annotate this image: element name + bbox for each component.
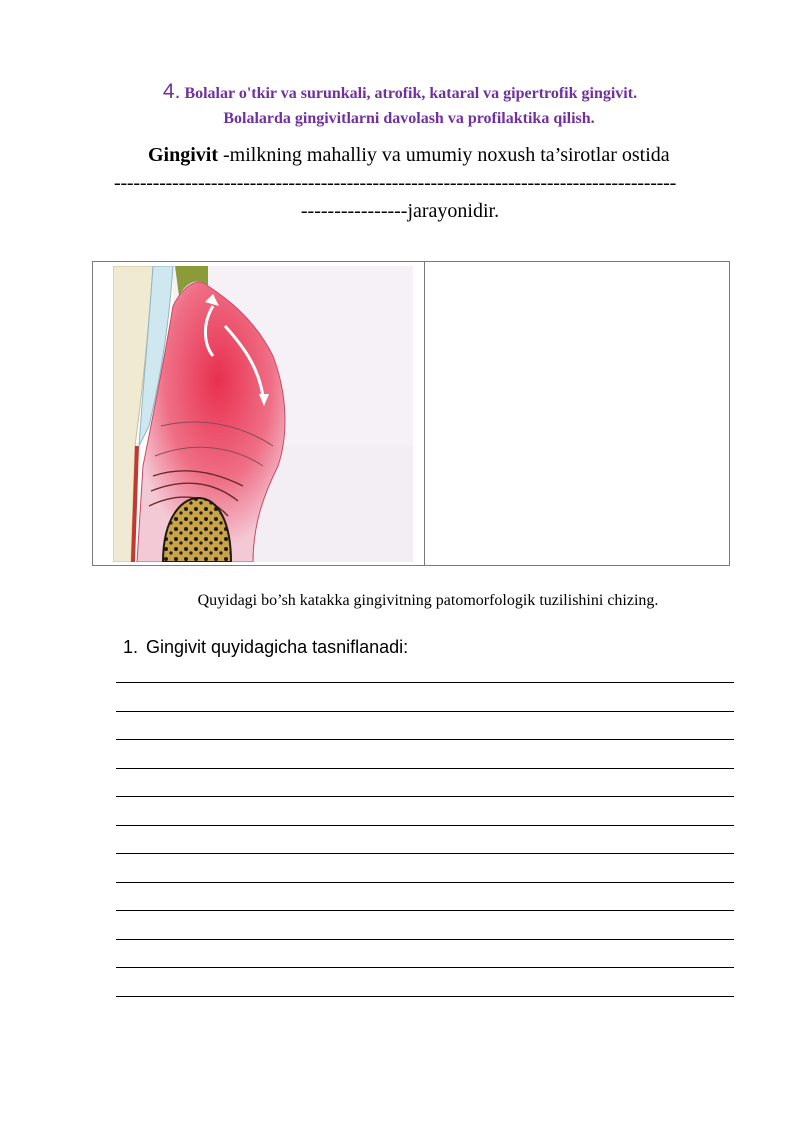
answer-line[interactable] (116, 768, 734, 769)
section-number: 4. (162, 80, 181, 103)
gingivitis-illustration (113, 266, 413, 562)
answer-line[interactable] (116, 967, 734, 968)
drawing-instruction: Quyidagi bo’sh katakka gingivitning patomorfologik tuzilishini chizing. (197, 592, 659, 609)
answer-line[interactable] (116, 825, 734, 826)
answer-line[interactable] (116, 996, 734, 997)
section-title-line-2: Bolalarda gingivitlarni davolash va profilaktika qilish. (223, 110, 595, 127)
list-number: 1. (123, 637, 139, 657)
definition-line (148, 144, 670, 167)
answer-line[interactable] (116, 796, 734, 797)
answer-lines (116, 682, 734, 1024)
answer-line[interactable] (116, 853, 734, 854)
section-heading (0, 80, 800, 104)
fill-in-blank-dashes[interactable]: --------------------------------------------------------------------------------------- (114, 172, 677, 194)
answer-line[interactable] (116, 711, 734, 712)
answer-line[interactable] (116, 910, 734, 911)
answer-line[interactable] (116, 739, 734, 740)
list-title: Gingivit quyidagicha tasniflanadi: (146, 637, 409, 657)
answer-line[interactable] (116, 939, 734, 940)
definition-term: Gingivit (148, 144, 219, 166)
definition-text: -milkning mahalliy va umumiy noxush ta’sirotlar ostida (218, 144, 670, 166)
figure-column-divider (424, 262, 425, 565)
definition-ending: ----------------jarayonidir. (300, 200, 500, 222)
section-title-line-1: Bolalar o'tkir va surunkali, atrofik, kataral va gipertrofik gingivit. (184, 85, 638, 102)
answer-line[interactable] (116, 682, 734, 683)
answer-line[interactable] (116, 882, 734, 883)
classification-prompt (123, 637, 408, 658)
figure-table (92, 261, 730, 566)
